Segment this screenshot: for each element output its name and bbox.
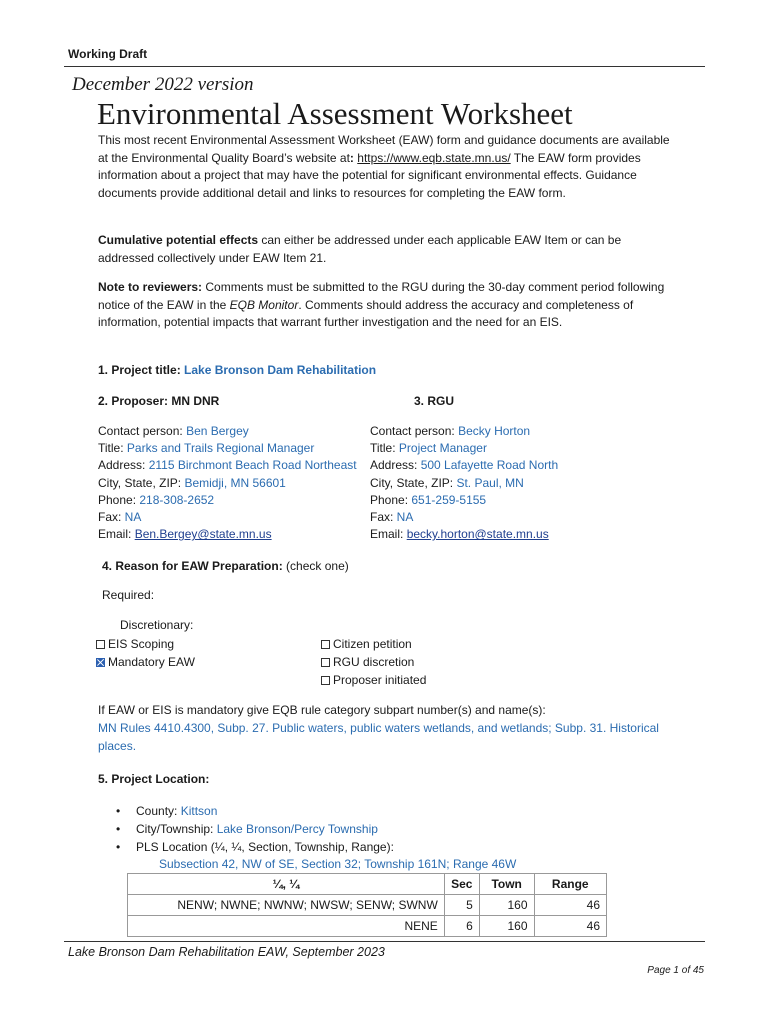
required-label: Required: xyxy=(102,588,155,602)
location-pls: • PLS Location (¼, ¼, Section, Township, Range): xyxy=(114,838,394,856)
rgu-email-link[interactable]: becky.horton@state.mn.us xyxy=(406,527,549,542)
option-citizen-petition[interactable]: Citizen petition xyxy=(321,635,426,653)
checkbox-icon[interactable] xyxy=(321,676,330,685)
rgu-fax: Fax: NA xyxy=(370,510,414,525)
reason-options-right xyxy=(321,635,426,689)
rgu-phone: Phone: 651-259-5155 xyxy=(370,492,487,507)
item-project-title: 1. Project title: Lake Bronson Dam Rehabilitation xyxy=(98,363,377,377)
mandatory-note: If EAW or EIS is mandatory give EQB rule category subpart number(s) and name(s): xyxy=(98,703,546,717)
proposer-email: Email: Ben.Bergey@state.mn.us xyxy=(98,527,272,542)
proposer-email-link[interactable]: Ben.Bergey@state.mn.us xyxy=(134,527,272,542)
item-proposer-heading: 2. Proposer: MN DNR xyxy=(98,394,220,408)
eqb-rules-value: MN Rules 4410.4300, Subp. 27. Public waters, public waters wetlands, and wetlands; Subp. 31. Historical places. xyxy=(98,721,659,753)
table-row: NENE 6 160 46 xyxy=(128,916,607,937)
proposer-fax: Fax: NA xyxy=(98,510,142,525)
pls-value: Subsection 42, NW of SE, Section 32; Township 161N; Range 46W xyxy=(159,857,517,871)
header-divider xyxy=(64,66,705,67)
proposer-title: Title: Parks and Trails Regional Manager xyxy=(98,441,315,456)
pls-table xyxy=(127,873,607,937)
rgu-city: City, State, ZIP: St. Paul, MN xyxy=(370,475,524,490)
col-sec: Sec xyxy=(444,874,479,895)
option-mandatory-eaw[interactable]: Mandatory EAW xyxy=(96,653,195,671)
footer-divider xyxy=(64,941,705,942)
eqb-website-link[interactable]: https://www.eqb.state.mn.us/ xyxy=(357,150,511,165)
proposer-contact: Contact person: Ben Bergey xyxy=(98,424,249,438)
proposer-city: City, State, ZIP: Bemidji, MN 56601 xyxy=(98,475,286,490)
col-quarter: ¼, ¼ xyxy=(128,874,445,895)
version-label: December 2022 version xyxy=(72,74,254,95)
rgu-address: Address: 500 Lafayette Road North xyxy=(370,458,559,473)
checkbox-icon[interactable] xyxy=(321,658,330,667)
checkbox-icon[interactable] xyxy=(321,640,330,649)
footer-title: Lake Bronson Dam Rehabilitation EAW, September 2023 xyxy=(68,945,385,959)
reviewers-note-paragraph: Note to reviewers: Comments must be submitted to the RGU during the 30-day comment period following notice of the EAW in the EQB Monitor. Comments should address the accuracy and completeness of information, potential impacts that warrant further investigation and the need for an EIS. xyxy=(98,280,665,329)
option-proposer-initiated[interactable]: Proposer initiated xyxy=(321,671,426,689)
reason-options-left xyxy=(96,635,195,671)
location-city: • City/Township: Lake Bronson/Percy Township xyxy=(114,820,394,838)
table-header-row xyxy=(128,874,607,895)
checkbox-icon[interactable] xyxy=(96,640,105,649)
location-county: • County: Kittson xyxy=(114,802,394,820)
table-row: NENW; NWNE; NWNW; NWSW; SENW; SWNW 5 160 46 xyxy=(128,895,607,916)
cumulative-effects-paragraph: Cumulative potential effects can either be addressed under each applicable EAW Item or can be addressed collectively under EAW Item 21. xyxy=(98,233,622,265)
item-rgu-heading: 3. RGU xyxy=(414,394,455,408)
proposer-phone: Phone: 218-308-2652 xyxy=(98,492,215,507)
proposer-address: Address: 2115 Birchmont Beach Road Northeast xyxy=(98,458,357,473)
rgu-title: Title: Project Manager xyxy=(370,441,487,456)
item-location-heading: 5. Project Location: xyxy=(98,772,210,786)
col-town: Town xyxy=(479,874,534,895)
discretionary-label: Discretionary: xyxy=(120,618,194,632)
intro-paragraph: This most recent Environmental Assessment Worksheet (EAW) form and guidance documents are available at the Environmental Quality Board’s website at: https://www.eqb.state.mn.us/ The EAW form provides information about a project that may have the potential for significant environmental effects. Guidance documents provide additional detail and links to resources for completing the EAW form. xyxy=(98,133,670,200)
location-list xyxy=(114,802,394,856)
running-header: Working Draft xyxy=(68,47,148,61)
page-title: Environmental Assessment Worksheet xyxy=(97,96,573,131)
rgu-email: Email: becky.horton@state.mn.us xyxy=(370,527,549,542)
rgu-contact: Contact person: Becky Horton xyxy=(370,424,531,438)
proposer-contact-block xyxy=(98,423,357,543)
option-eis-scoping[interactable]: EIS Scoping xyxy=(96,635,195,653)
item-reason-heading: 4. Reason for EAW Preparation: (check one) xyxy=(102,559,349,573)
option-rgu-discretion[interactable]: RGU discretion xyxy=(321,653,426,671)
checked-checkbox-icon[interactable] xyxy=(96,658,105,667)
col-range: Range xyxy=(534,874,606,895)
page-number: Page 1 of 45 xyxy=(647,965,704,976)
rgu-contact-block xyxy=(370,423,558,543)
